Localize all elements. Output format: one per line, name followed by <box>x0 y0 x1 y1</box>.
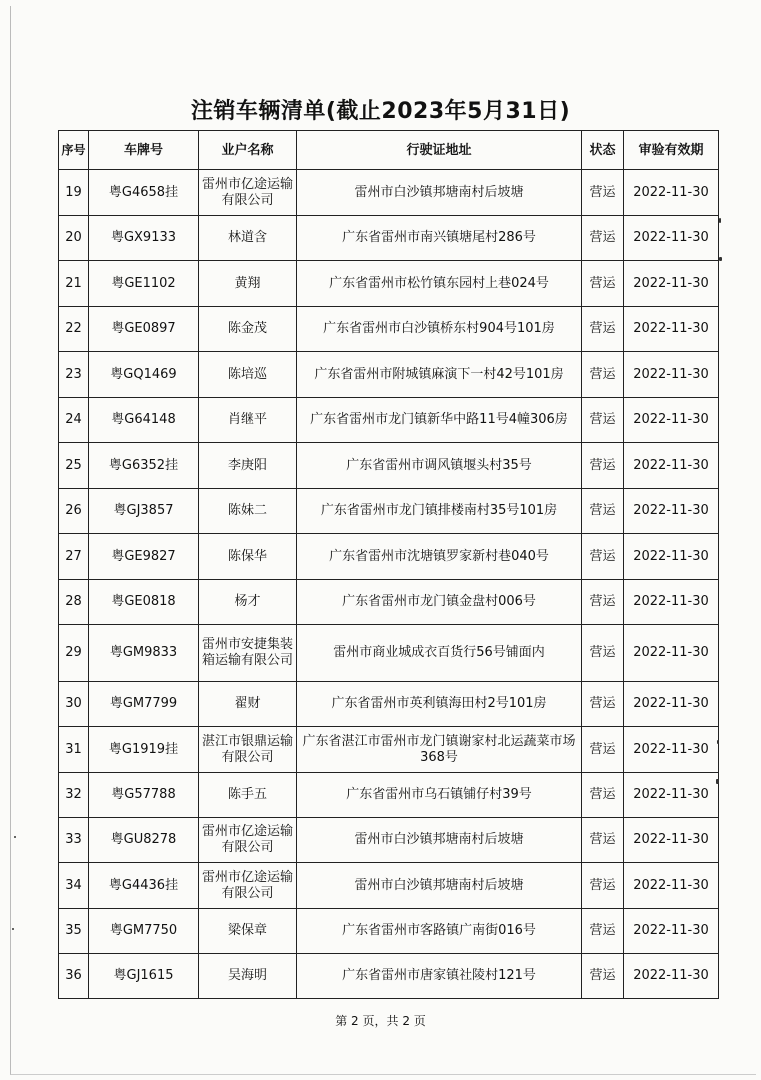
row-owner: 梁保章 <box>199 909 297 954</box>
row-no: 30 <box>59 682 89 727</box>
row-owner: 雷州市亿途运输有限公司 <box>199 170 297 216</box>
table-row <box>59 307 719 352</box>
row-owner: 陈保华 <box>199 534 297 580</box>
row-address: 广东省雷州市龙门镇金盘村006号 <box>297 580 582 625</box>
row-plate: 粤GE1102 <box>89 261 199 307</box>
row-no: 26 <box>59 489 89 534</box>
table-row <box>59 727 719 773</box>
row-validity: 2022-11-30 <box>624 307 719 352</box>
row-plate: 粤GM9833 <box>89 625 199 682</box>
row-no: 24 <box>59 398 89 443</box>
table-row <box>59 682 719 727</box>
row-address: 雷州市白沙镇邦塘南村后坡塘 <box>297 863 582 909</box>
row-no: 35 <box>59 909 89 954</box>
row-address: 雷州市白沙镇邦塘南村后坡塘 <box>297 170 582 216</box>
row-no: 22 <box>59 307 89 352</box>
header-owner: 业户名称 <box>199 131 297 170</box>
row-address: 雷州市商业城成衣百货行56号铺面内 <box>297 625 582 682</box>
row-owner: 陈妹二 <box>199 489 297 534</box>
scan-speck <box>14 836 16 838</box>
row-status: 营运 <box>582 352 624 398</box>
row-plate: 粤GU8278 <box>89 818 199 863</box>
row-status: 营运 <box>582 954 624 999</box>
row-plate: 粤GJ3857 <box>89 489 199 534</box>
row-no: 21 <box>59 261 89 307</box>
row-owner: 雷州市亿途运输有限公司 <box>199 818 297 863</box>
row-plate: 粤G6352挂 <box>89 443 199 489</box>
table-body <box>59 170 719 999</box>
row-status: 营运 <box>582 863 624 909</box>
row-no: 36 <box>59 954 89 999</box>
row-address: 广东省雷州市客路镇广南街016号 <box>297 909 582 954</box>
table-header-row <box>59 131 719 170</box>
table-row <box>59 489 719 534</box>
row-status: 营运 <box>582 909 624 954</box>
row-status: 营运 <box>582 443 624 489</box>
row-status: 营运 <box>582 534 624 580</box>
row-status: 营运 <box>582 625 624 682</box>
row-no: 29 <box>59 625 89 682</box>
row-no: 23 <box>59 352 89 398</box>
row-validity: 2022-11-30 <box>624 773 719 818</box>
row-status: 营运 <box>582 727 624 773</box>
row-status: 营运 <box>582 489 624 534</box>
row-validity: 2022-11-30 <box>624 863 719 909</box>
row-no: 27 <box>59 534 89 580</box>
row-plate: 粤G4658挂 <box>89 170 199 216</box>
table-row <box>59 818 719 863</box>
row-validity: 2022-11-30 <box>624 261 719 307</box>
row-address: 广东省雷州市乌石镇铺仔村39号 <box>297 773 582 818</box>
row-plate: 粤GX9133 <box>89 216 199 261</box>
row-validity: 2022-11-30 <box>624 170 719 216</box>
row-validity: 2022-11-30 <box>624 954 719 999</box>
row-status: 营运 <box>582 682 624 727</box>
row-validity: 2022-11-30 <box>624 398 719 443</box>
table-row <box>59 443 719 489</box>
row-address: 广东省雷州市龙门镇排楼南村35号101房 <box>297 489 582 534</box>
row-status: 营运 <box>582 773 624 818</box>
row-status: 营运 <box>582 216 624 261</box>
row-validity: 2022-11-30 <box>624 216 719 261</box>
row-owner: 湛江市银鼎运输有限公司 <box>199 727 297 773</box>
row-owner: 肖继平 <box>199 398 297 443</box>
scan-speck <box>719 218 721 223</box>
row-no: 20 <box>59 216 89 261</box>
header-no: 序号 <box>59 131 89 170</box>
row-plate: 粤GQ1469 <box>89 352 199 398</box>
row-plate: 粤GM7799 <box>89 682 199 727</box>
row-no: 31 <box>59 727 89 773</box>
row-no: 32 <box>59 773 89 818</box>
row-plate: 粤GE9827 <box>89 534 199 580</box>
row-no: 33 <box>59 818 89 863</box>
row-plate: 粤G64148 <box>89 398 199 443</box>
row-plate: 粤GE0897 <box>89 307 199 352</box>
page-title: 注销车辆清单(截止2023年5月31日) <box>190 99 571 124</box>
row-owner: 杨才 <box>199 580 297 625</box>
row-plate: 粤G57788 <box>89 773 199 818</box>
scan-speck <box>717 740 719 744</box>
row-address: 广东省雷州市沈塘镇罗家新村巷040号 <box>297 534 582 580</box>
header-plate: 车牌号 <box>89 131 199 170</box>
scan-speck <box>716 779 719 784</box>
table-row <box>59 170 719 216</box>
table-row <box>59 863 719 909</box>
row-status: 营运 <box>582 818 624 863</box>
row-no: 28 <box>59 580 89 625</box>
row-address: 广东省雷州市松竹镇东园村上巷024号 <box>297 261 582 307</box>
row-owner: 吴海明 <box>199 954 297 999</box>
row-status: 营运 <box>582 398 624 443</box>
row-no: 19 <box>59 170 89 216</box>
table-row <box>59 398 719 443</box>
row-address: 广东省雷州市唐家镇社陵村121号 <box>297 954 582 999</box>
row-address: 广东省雷州市南兴镇塘尾村286号 <box>297 216 582 261</box>
header-validity: 审验有效期 <box>624 131 719 170</box>
row-owner: 李庚阳 <box>199 443 297 489</box>
row-owner: 翟财 <box>199 682 297 727</box>
row-owner: 陈手五 <box>199 773 297 818</box>
row-validity: 2022-11-30 <box>624 727 719 773</box>
row-owner: 雷州市亿途运输有限公司 <box>199 863 297 909</box>
table-row <box>59 580 719 625</box>
row-address: 广东省雷州市附城镇麻演下一村42号101房 <box>297 352 582 398</box>
row-owner: 雷州市安捷集装箱运输有限公司 <box>199 625 297 682</box>
table-row <box>59 773 719 818</box>
header-address: 行驶证地址 <box>297 131 582 170</box>
table-row <box>59 352 719 398</box>
row-validity: 2022-11-30 <box>624 534 719 580</box>
scan-speck <box>12 928 14 930</box>
row-address: 雷州市白沙镇邦塘南村后坡塘 <box>297 818 582 863</box>
row-plate: 粤GJ1615 <box>89 954 199 999</box>
scan-speck <box>719 257 722 261</box>
row-no: 25 <box>59 443 89 489</box>
row-address: 广东省雷州市调风镇堰头村35号 <box>297 443 582 489</box>
row-plate: 粤G1919挂 <box>89 727 199 773</box>
row-validity: 2022-11-30 <box>624 580 719 625</box>
row-no: 34 <box>59 863 89 909</box>
row-plate: 粤GE0818 <box>89 580 199 625</box>
row-address: 广东省湛江市雷州市龙门镇谢家村北运蔬菜市场368号 <box>297 727 582 773</box>
table-row <box>59 261 719 307</box>
page-footer: 第 2 页，共 2 页 <box>335 1014 426 1028</box>
row-validity: 2022-11-30 <box>624 352 719 398</box>
row-owner: 陈金茂 <box>199 307 297 352</box>
row-status: 营运 <box>582 170 624 216</box>
row-status: 营运 <box>582 307 624 352</box>
row-validity: 2022-11-30 <box>624 625 719 682</box>
row-validity: 2022-11-30 <box>624 443 719 489</box>
row-owner: 林道含 <box>199 216 297 261</box>
row-validity: 2022-11-30 <box>624 682 719 727</box>
row-address: 广东省雷州市白沙镇桥东村904号101房 <box>297 307 582 352</box>
row-address: 广东省雷州市英利镇海田村2号101房 <box>297 682 582 727</box>
row-validity: 2022-11-30 <box>624 489 719 534</box>
table-row <box>59 216 719 261</box>
table-row <box>59 625 719 682</box>
row-validity: 2022-11-30 <box>624 909 719 954</box>
row-address: 广东省雷州市龙门镇新华中路11号4幢306房 <box>297 398 582 443</box>
row-plate: 粤G4436挂 <box>89 863 199 909</box>
row-owner: 黄翔 <box>199 261 297 307</box>
row-owner: 陈培巡 <box>199 352 297 398</box>
row-validity: 2022-11-30 <box>624 818 719 863</box>
header-status: 状态 <box>582 131 624 170</box>
table-row <box>59 534 719 580</box>
row-status: 营运 <box>582 580 624 625</box>
row-status: 营运 <box>582 261 624 307</box>
table-row <box>59 954 719 999</box>
table-row <box>59 909 719 954</box>
row-plate: 粤GM7750 <box>89 909 199 954</box>
vehicle-table <box>58 130 719 999</box>
